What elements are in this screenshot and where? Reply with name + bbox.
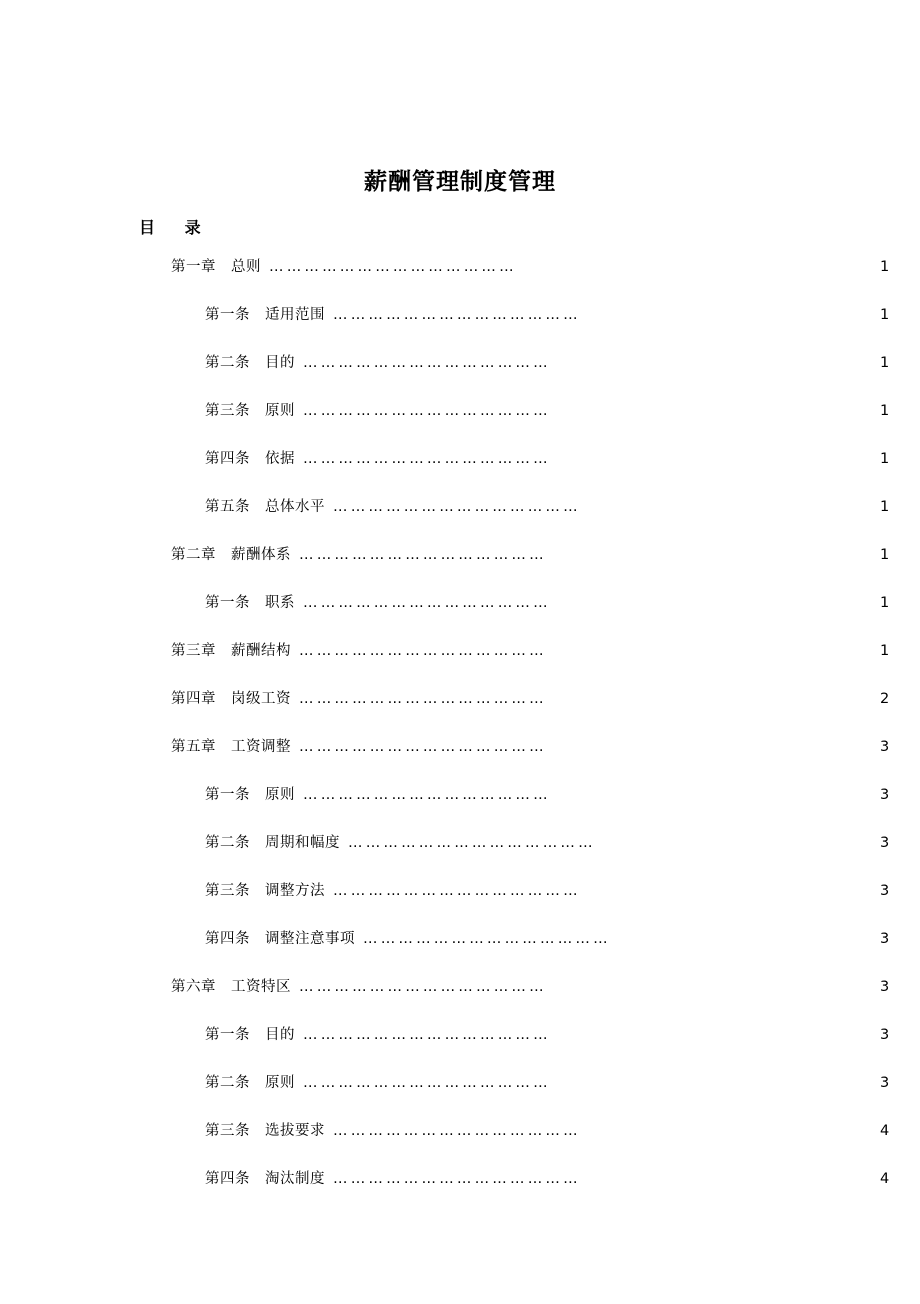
toc-entry[interactable] (0, 1167, 920, 1215)
toc-entry[interactable] (0, 1119, 920, 1167)
toc-entry-label: 第一条 原则 (205, 787, 295, 803)
toc-entry-label: 第六章 工资特区 (171, 979, 291, 995)
toc-leader-dots: …………………………………… (348, 835, 596, 851)
toc-page-number: 2 (880, 691, 890, 707)
toc-entry-label: 第四章 岗级工资 (171, 691, 291, 707)
toc-page-number: 1 (880, 451, 890, 467)
toc-entry-label: 第二条 原则 (205, 1075, 295, 1091)
toc-entry[interactable] (0, 351, 920, 399)
toc-entry-label: 第五条 总体水平 (205, 499, 325, 515)
toc-entry-label: 第一条 适用范围 (205, 307, 325, 323)
toc-entry-label: 第四条 调整注意事项 (205, 931, 355, 947)
toc-leader-dots: …………………………………… (303, 1027, 551, 1043)
toc-entry-label: 第三章 薪酬结构 (171, 643, 291, 659)
toc-page-number: 1 (880, 499, 890, 515)
toc-leader-dots: …………………………………… (303, 787, 551, 803)
toc-entry-label: 第四条 淘汰制度 (205, 1171, 325, 1187)
toc-leader-dots: …………………………………… (303, 595, 551, 611)
toc-page-number: 3 (880, 1027, 890, 1043)
toc-entry-label: 第三条 原则 (205, 403, 295, 419)
toc-leader-dots: …………………………………… (363, 931, 611, 947)
toc-entry[interactable] (0, 1023, 920, 1071)
toc-page-number: 1 (880, 307, 890, 323)
toc-entry-label: 第一条 目的 (205, 1027, 295, 1043)
toc-entry-label: 第二条 目的 (205, 355, 295, 371)
table-of-contents (0, 255, 920, 1215)
toc-leader-dots: …………………………………… (303, 403, 551, 419)
toc-leader-dots: …………………………………… (299, 739, 547, 755)
toc-entry-label: 第四条 依据 (205, 451, 295, 467)
toc-entry-label: 第一章 总则 (171, 259, 261, 275)
toc-page-number: 3 (880, 931, 890, 947)
toc-page-number: 1 (880, 403, 890, 419)
toc-leader-dots: …………………………………… (303, 451, 551, 467)
toc-entry[interactable] (0, 783, 920, 831)
toc-leader-dots: …………………………………… (299, 979, 547, 995)
toc-entry[interactable] (0, 447, 920, 495)
toc-entry[interactable] (0, 255, 920, 303)
toc-entry[interactable] (0, 495, 920, 543)
toc-page-number: 3 (880, 883, 890, 899)
toc-entry[interactable] (0, 543, 920, 591)
toc-entry-label: 第二条 周期和幅度 (205, 835, 340, 851)
toc-leader-dots: …………………………………… (269, 259, 517, 275)
toc-page-number: 4 (880, 1123, 890, 1139)
toc-page-number: 3 (880, 1075, 890, 1091)
toc-entry[interactable] (0, 399, 920, 447)
toc-entry-label: 第五章 工资调整 (171, 739, 291, 755)
toc-entry[interactable] (0, 687, 920, 735)
toc-page-number: 3 (880, 739, 890, 755)
toc-leader-dots: …………………………………… (333, 883, 581, 899)
toc-entry[interactable] (0, 975, 920, 1023)
toc-leader-dots: …………………………………… (303, 355, 551, 371)
toc-leader-dots: …………………………………… (299, 691, 547, 707)
toc-leader-dots: …………………………………… (333, 1123, 581, 1139)
toc-page-number: 3 (880, 835, 890, 851)
toc-page-number: 1 (880, 643, 890, 659)
toc-entry[interactable] (0, 927, 920, 975)
toc-entry[interactable] (0, 831, 920, 879)
toc-entry[interactable] (0, 879, 920, 927)
toc-leader-dots: …………………………………… (333, 1171, 581, 1187)
toc-entry-label: 第三条 调整方法 (205, 883, 325, 899)
toc-page-number: 1 (880, 595, 890, 611)
toc-entry-label: 第二章 薪酬体系 (171, 547, 291, 563)
toc-heading: 目 录 (139, 218, 213, 237)
toc-page-number: 1 (880, 355, 890, 371)
toc-page-number: 4 (880, 1171, 890, 1187)
page-title: 薪酬管理制度管理 (364, 169, 556, 195)
toc-page-number: 1 (880, 547, 890, 563)
toc-leader-dots: …………………………………… (333, 307, 581, 323)
toc-leader-dots: …………………………………… (303, 1075, 551, 1091)
toc-leader-dots: …………………………………… (299, 547, 547, 563)
toc-entry-label: 第三条 选拔要求 (205, 1123, 325, 1139)
toc-entry[interactable] (0, 1071, 920, 1119)
toc-page-number: 3 (880, 787, 890, 803)
toc-page-number: 3 (880, 979, 890, 995)
toc-entry[interactable] (0, 591, 920, 639)
toc-leader-dots: …………………………………… (333, 499, 581, 515)
toc-entry[interactable] (0, 735, 920, 783)
toc-leader-dots: …………………………………… (299, 643, 547, 659)
toc-entry-label: 第一条 职系 (205, 595, 295, 611)
toc-page-number: 1 (880, 259, 890, 275)
toc-entry[interactable] (0, 303, 920, 351)
toc-entry[interactable] (0, 639, 920, 687)
